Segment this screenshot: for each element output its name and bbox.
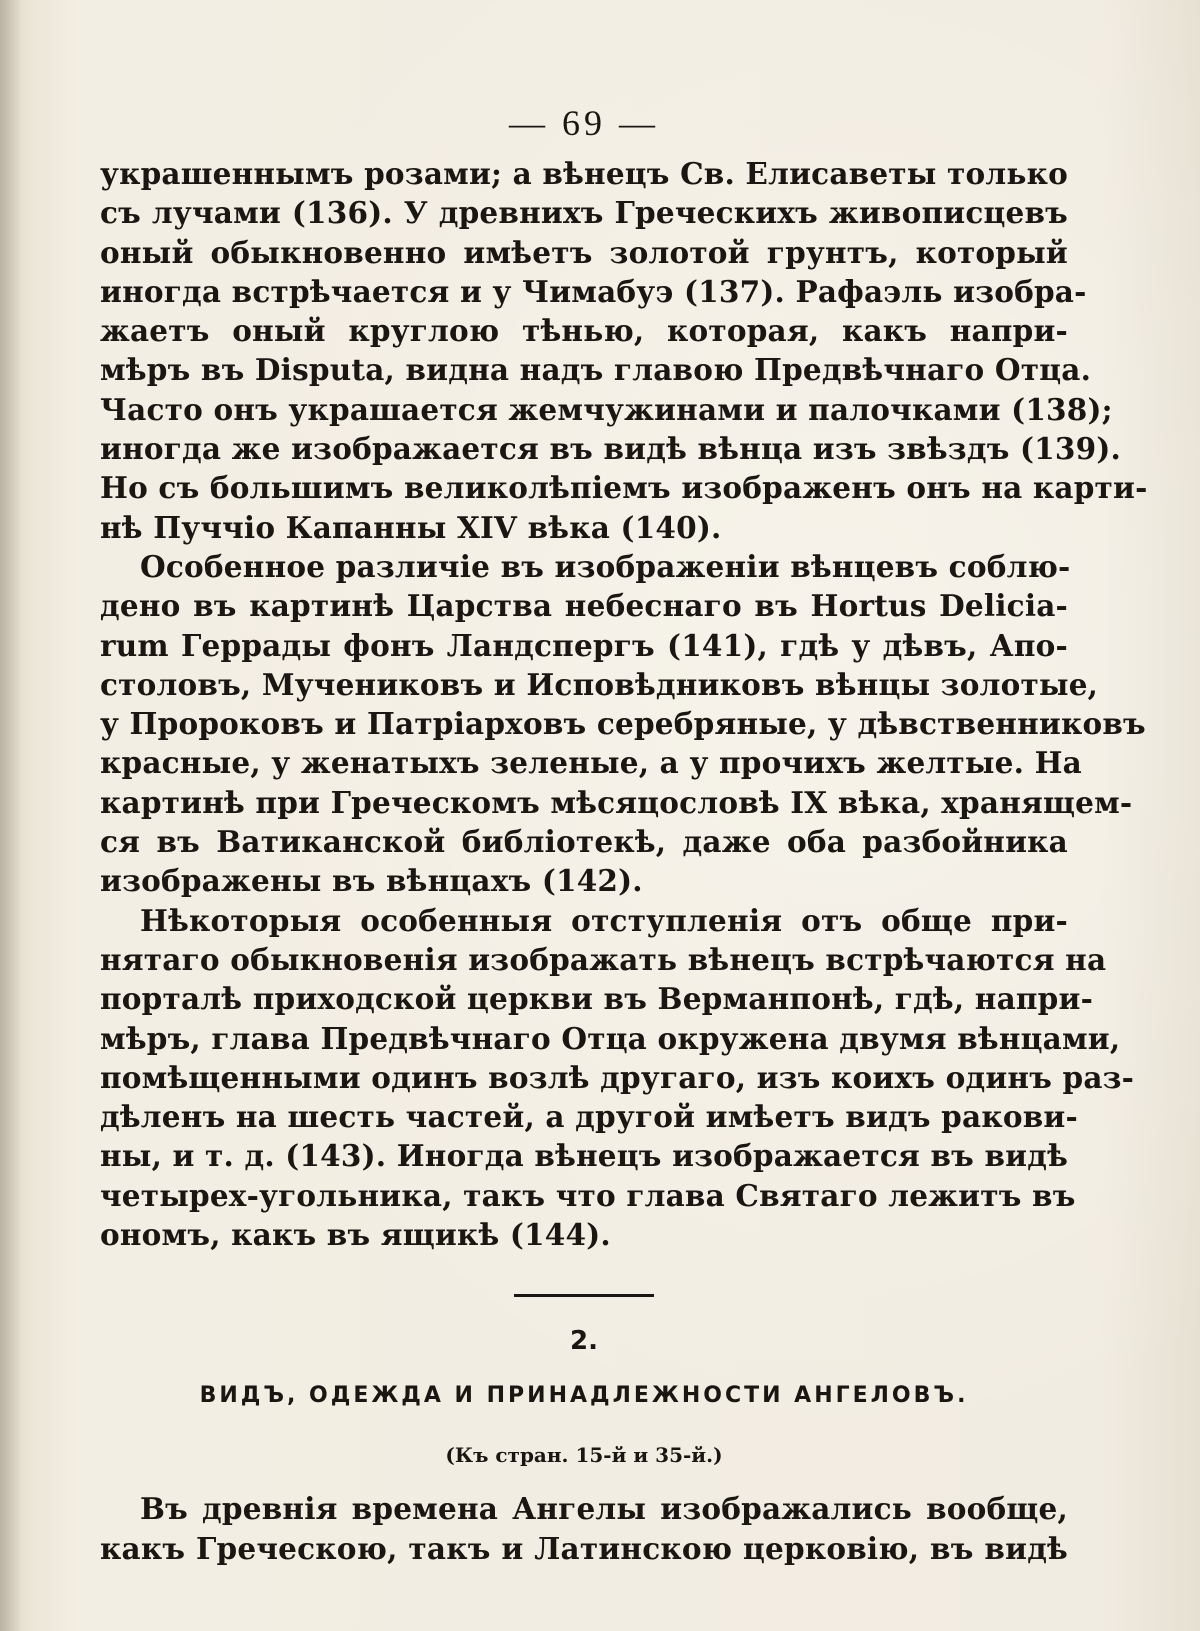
page-number: — 69 — xyxy=(509,103,659,143)
section-number: 2. xyxy=(570,1326,598,1357)
text-line: ся въ Ватиканской библіотекѣ, даже оба разбойника xyxy=(100,824,1068,860)
paragraph-3 xyxy=(100,901,1135,1255)
text-line: Особенное различіе въ изображеніи вѣнцевъ соблю- xyxy=(140,548,1071,584)
paragraph-2 xyxy=(100,547,1146,901)
text-line: столовъ, Мучениковъ и Исповѣдниковъ вѣнцы золотые, xyxy=(100,666,1099,702)
section-paragraph xyxy=(100,1489,1068,1568)
text-line: Нѣкоторыя особенныя отступленія отъ обще при- xyxy=(140,902,1068,938)
text-line: оный обыкновенно имѣетъ золотой грунтъ, который xyxy=(100,234,1068,270)
text-line: иногда встрѣчается и у Чимабуэ (137). Рафаэль изобра- xyxy=(100,273,1087,309)
section-title: ВИДЪ, ОДЕЖДА И ПРИНАДЛЕЖНОСТИ АНГЕЛОВЪ. xyxy=(199,1383,969,1409)
text-line: иногда же изображается въ видѣ вѣнца изъ звѣздъ (139). xyxy=(100,431,1121,467)
text-line: помѣщенными одинъ возлѣ другаго, изъ коихъ одинъ раз- xyxy=(100,1059,1135,1095)
text-line: ны, и т. д. (143). Иногда вѣнецъ изображается въ видѣ xyxy=(100,1138,1069,1174)
text-line: Въ древнія времена Ангелы изображались вообще, xyxy=(140,1491,1068,1527)
text-block xyxy=(100,100,1148,1568)
section-divider xyxy=(514,1294,654,1297)
text-line: красные, у женатыхъ зеленые, а у прочихъ желтые. На xyxy=(100,745,1082,781)
text-line: ономъ, какъ въ ящикѣ (144). xyxy=(100,1217,611,1253)
text-line: Но съ большимъ великолѣпіемъ изображенъ онъ на карти- xyxy=(100,470,1148,506)
text-line: мѣръ, глава Предвѣчнаго Отца окружена двумя вѣнцами, xyxy=(100,1020,1121,1056)
text-line: rum Геррады фонъ Ландспергъ (141), гдѣ у дѣвъ, Апо- xyxy=(100,627,1068,663)
text-line: дѣленъ на шесть частей, а другой имѣетъ видъ ракови- xyxy=(100,1099,1078,1135)
paragraph-1 xyxy=(100,154,1148,547)
text-line: жаетъ оный круглою тѣнью, которая, какъ напри- xyxy=(100,313,1068,349)
text-line: порталѣ приходской церкви въ Верманпонѣ, гдѣ, напри- xyxy=(100,981,1094,1017)
text-line: четырех-угольника, такъ что глава Святаго лежитъ въ xyxy=(100,1177,1076,1213)
text-line: у Пророковъ и Патріарховъ серебряные, у дѣвственниковъ xyxy=(100,706,1146,742)
text-line: нѣ Пуччіо Капанны XIV вѣка (140). xyxy=(100,509,722,545)
text-line: Часто онъ украшается жемчужинами и палочками (138); xyxy=(100,391,1113,427)
text-line: изображены въ вѣнцахъ (142). xyxy=(100,863,643,899)
text-line: съ лучами (136). У древнихъ Греческихъ живописцевъ xyxy=(100,195,1068,231)
text-line: украшеннымъ розами; а вѣнецъ Св. Елисаветы только xyxy=(100,156,1068,191)
gutter-shadow xyxy=(0,0,22,1631)
text-line: нятаго обыкновенія изображать вѣнецъ встрѣчаются на xyxy=(100,941,1107,977)
text-line: мѣръ въ Disputa, видна надъ главою Предвѣчнаго Отца. xyxy=(100,352,1092,388)
text-line: дено въ картинѣ Царства небеснаго въ Hortus Delicia- xyxy=(100,588,1068,624)
section-subtitle: (Къ стран. 15-й и 35-й.) xyxy=(445,1443,723,1468)
text-line: картинѣ при Греческомъ мѣсяцословѣ IX вѣка, хранящем- xyxy=(100,784,1133,820)
text-line: какъ Греческою, такъ и Латинскою церковію, въ видѣ xyxy=(100,1530,1068,1566)
